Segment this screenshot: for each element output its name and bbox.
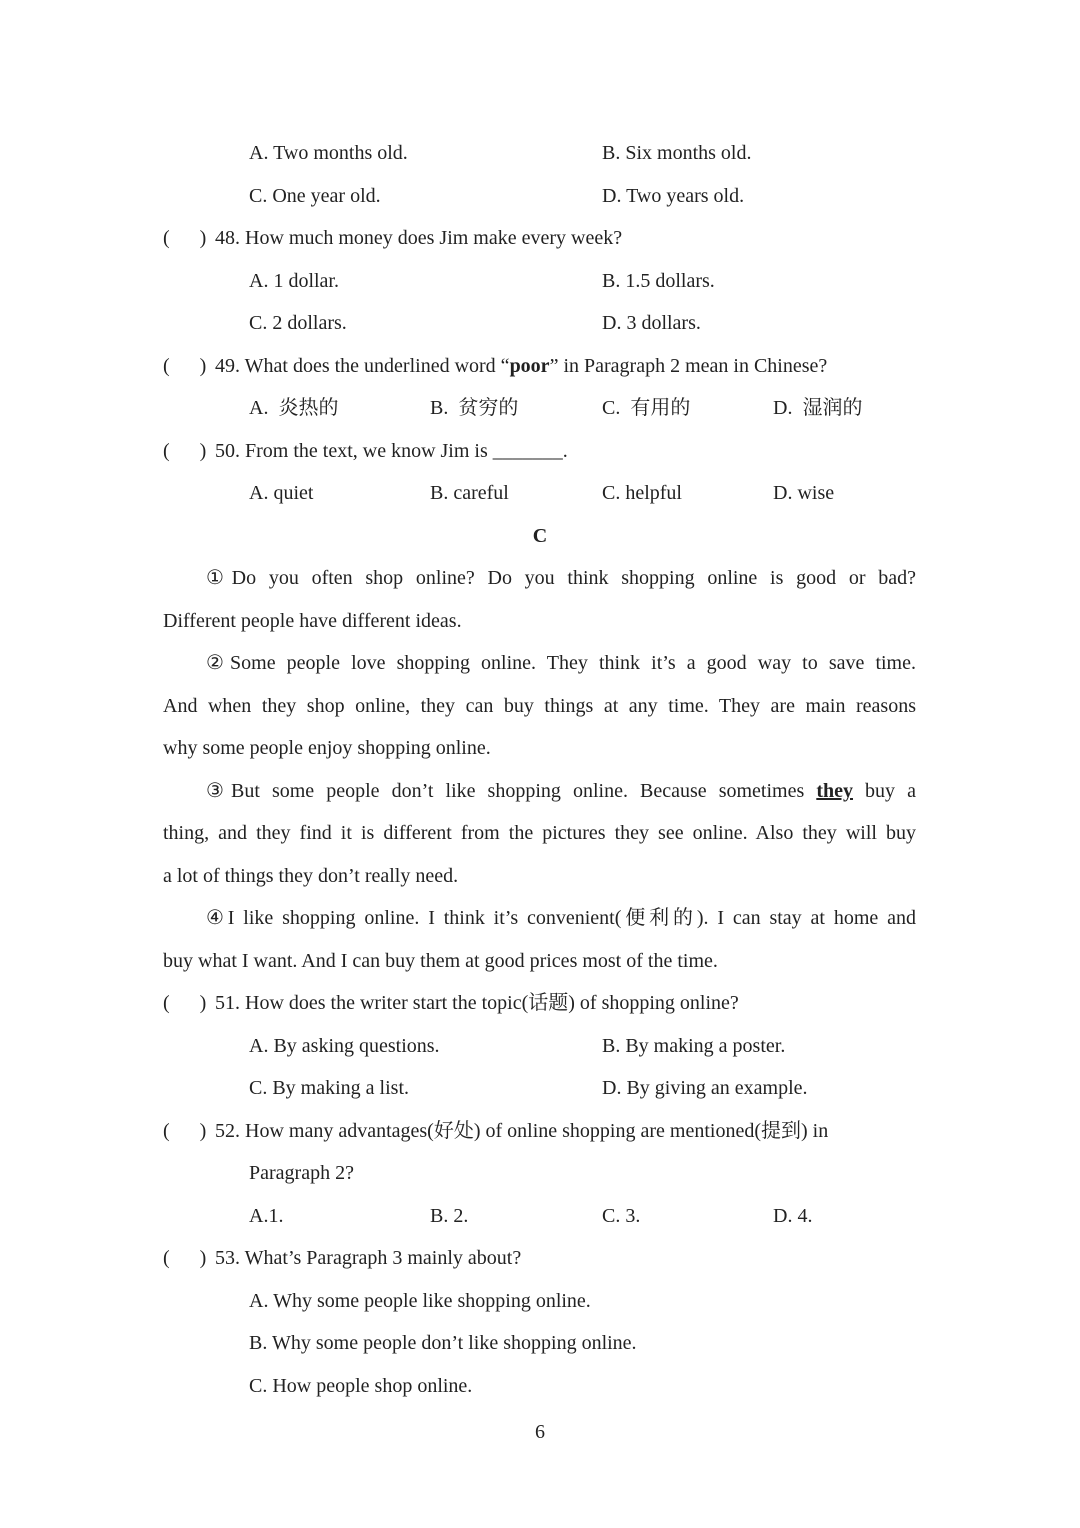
q53-option-a: A. Why some people like shopping online. (249, 1290, 591, 1312)
q48-option-d: D. 3 dollars. (602, 312, 701, 334)
page-number: 6 (535, 1421, 545, 1443)
q51-answer-bracket: ( ) (163, 992, 207, 1014)
q50-option-c: C. helpful (602, 482, 682, 504)
q49-option-a: A. 炎热的 (249, 397, 339, 419)
q52-question-line1: 52. How many advantages(好处) of online shopping are mentioned(提到) in (215, 1120, 829, 1142)
q53-option-c: C. How people shop online. (249, 1375, 473, 1397)
passage-p2-line1: ②Some people love shopping online. They think it’s a good way to save time. (206, 652, 916, 674)
q51-question: 51. How does the writer start the topic(话题) of shopping online? (215, 992, 739, 1014)
q51-option-c: C. By making a list. (249, 1077, 409, 1099)
q49-option-d: D. 湿润的 (773, 397, 863, 419)
q49-keyword: poor (509, 355, 550, 377)
passage-p1-line1: ①Do you often shop online? Do you think shopping online is good or bad? (206, 567, 916, 589)
q52-option-d: D. 4. (773, 1205, 813, 1227)
q47-option-a: A. Two months old. (249, 142, 408, 164)
q48-option-a: A. 1 dollar. (249, 270, 339, 292)
q48-option-b: B. 1.5 dollars. (602, 270, 715, 292)
passage-p3-line1: ③But some people don’t like shopping online. Because sometimes they buy a (206, 780, 916, 802)
q53-question: 53. What’s Paragraph 3 mainly about? (215, 1247, 522, 1269)
q52-option-a: A.1. (249, 1205, 284, 1227)
q47-option-c: C. One year old. (249, 185, 381, 207)
passage-p3-line2: thing, and they find it is different from the pictures they see online. Also they will buy (163, 822, 916, 844)
section-heading: C (532, 525, 548, 547)
q49-option-b: B. 贫穷的 (430, 397, 519, 419)
passage-p2-line3: why some people enjoy shopping online. (163, 737, 491, 759)
q50-option-d: D. wise (773, 482, 835, 504)
q49-option-c: C. 有用的 (602, 397, 691, 419)
q50-question: 50. From the text, we know Jim is _______. (215, 440, 568, 462)
q53-option-b: B. Why some people don’t like shopping online. (249, 1332, 637, 1354)
q48-answer-bracket: ( ) (163, 227, 207, 249)
q52-option-c: C. 3. (602, 1205, 641, 1227)
q48-question: 48. How much money does Jim make every week? (215, 227, 623, 249)
q50-answer-bracket: ( ) (163, 440, 207, 462)
passage-p3-line3: a lot of things they don’t really need. (163, 865, 459, 887)
q47-option-d: D. Two years old. (602, 185, 745, 207)
q51-option-d: D. By giving an example. (602, 1077, 808, 1099)
passage-p4-line1: ④I like shopping online. I think it’s convenient(便利的). I can stay at home and (206, 907, 916, 929)
q50-option-b: B. careful (430, 482, 509, 504)
q52-answer-bracket: ( ) (163, 1120, 207, 1142)
passage-p4-line2: buy what I want. And I can buy them at good prices most of the time. (163, 950, 718, 972)
passage-p2-line2: And when they shop online, they can buy things at any time. They are main reasons (163, 695, 916, 717)
q48-option-c: C. 2 dollars. (249, 312, 347, 334)
q51-option-a: A. By asking questions. (249, 1035, 440, 1057)
q47-option-b: B. Six months old. (602, 142, 752, 164)
passage-p1-line2: Different people have different ideas. (163, 610, 462, 632)
q49-answer-bracket: ( ) (163, 355, 207, 377)
q49-question: 49. What does the underlined word “poor” in Paragraph 2 mean in Chinese? (215, 355, 828, 377)
q51-option-b: B. By making a poster. (602, 1035, 786, 1057)
q53-answer-bracket: ( ) (163, 1247, 207, 1269)
q50-option-a: A. quiet (249, 482, 314, 504)
underlined-word-they: they (816, 780, 853, 802)
q52-option-b: B. 2. (430, 1205, 469, 1227)
q52-question-line2: Paragraph 2? (249, 1162, 354, 1184)
